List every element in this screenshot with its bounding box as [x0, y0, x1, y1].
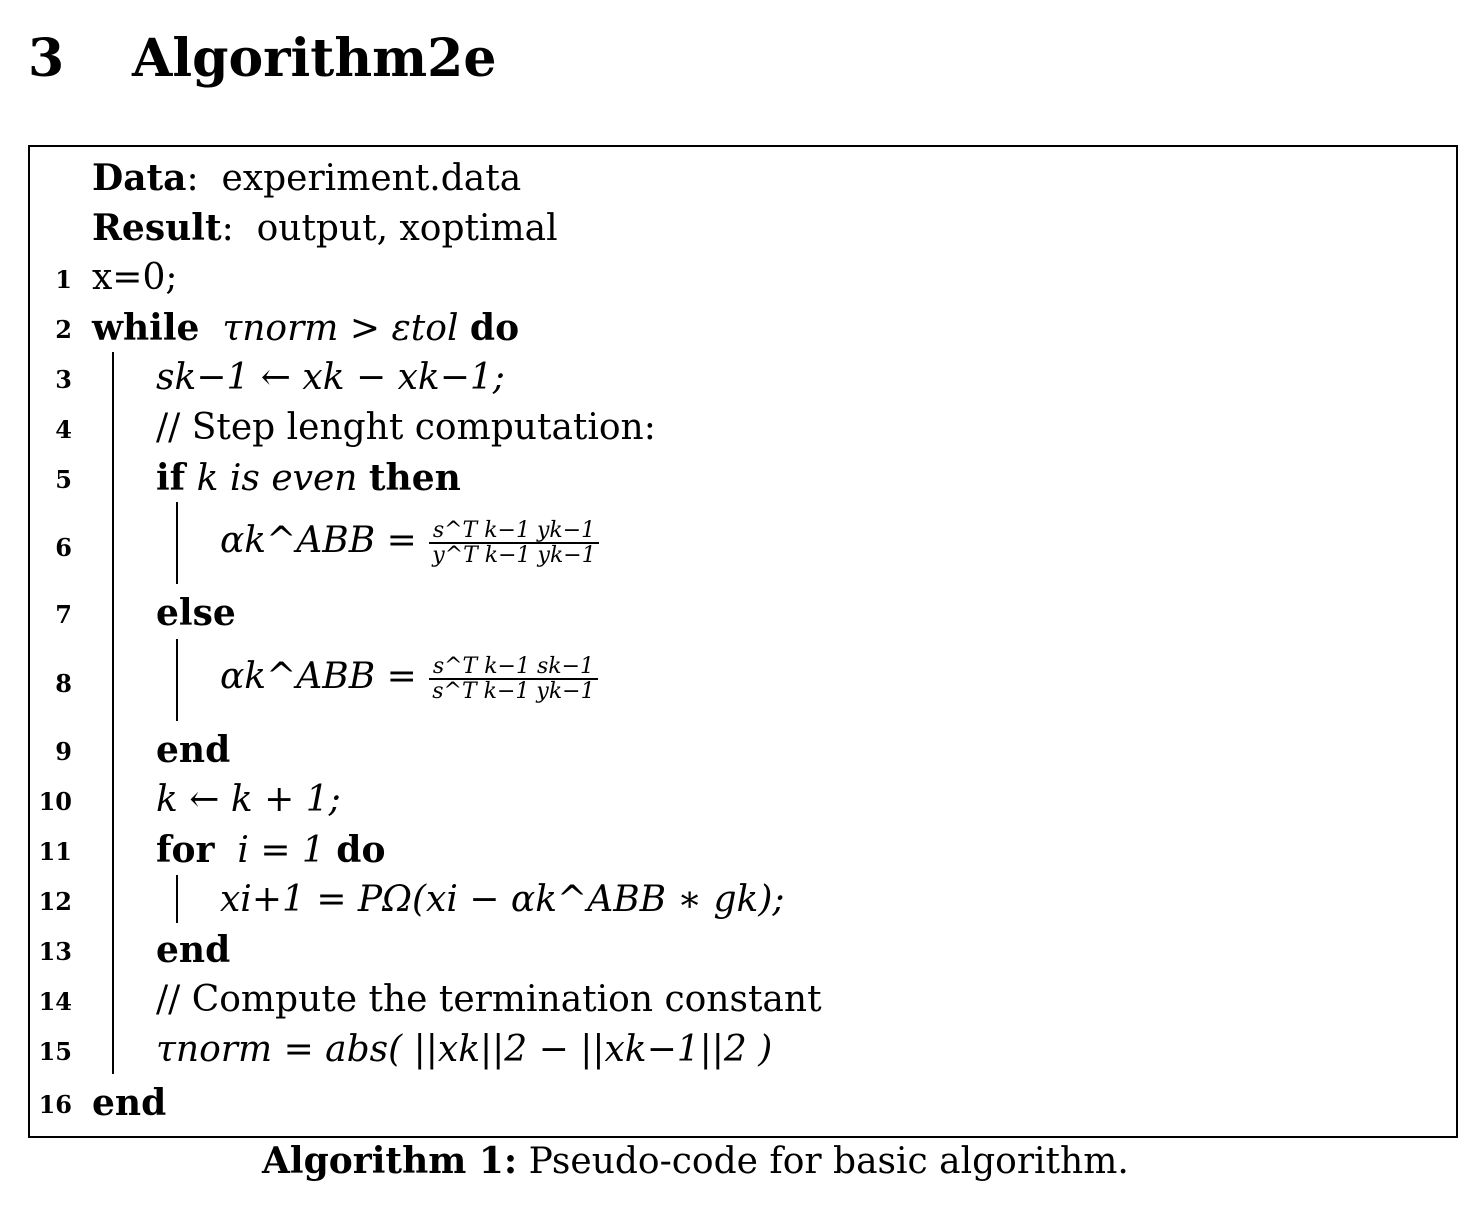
line-expression: τnorm = abs( ||xk||2 − ||xk−1||2 ): [156, 1029, 773, 1070]
algorithm-box: [28, 145, 1458, 1138]
line-expression: sk−1 ← xk − xk−1;: [156, 357, 505, 398]
fraction-numerator: s^T k−1 sk−1: [429, 655, 598, 680]
keyword-end: end: [156, 729, 231, 771]
data-label: Data: [92, 157, 187, 199]
keyword-do: do: [336, 829, 386, 871]
caption-label: Algorithm 1:: [262, 1140, 518, 1182]
keyword-end: end: [92, 1082, 167, 1124]
keyword-if: if: [156, 457, 186, 499]
algorithm-caption: [262, 1140, 1129, 1182]
keyword-then: then: [368, 457, 461, 499]
keyword-else: else: [156, 592, 236, 634]
keyword-do: do: [469, 307, 520, 349]
line-number: 11: [38, 837, 72, 866]
result-label: Result: [92, 207, 222, 249]
section-number: 3: [28, 28, 65, 89]
alpha-lhs: αk^ABB =: [220, 656, 417, 698]
line-number: 1: [55, 265, 72, 294]
line-number: 3: [55, 365, 72, 394]
for-indent-bar: [176, 875, 178, 923]
line-number: 16: [38, 1090, 72, 1119]
else-indent-bar: [176, 639, 178, 721]
data-line: Data: experiment.data: [92, 157, 522, 199]
alpha-lhs: αk^ABB =: [220, 520, 417, 562]
while-indent-bar: [112, 352, 114, 1074]
fraction: [428, 655, 598, 703]
while-condition: τnorm > εtol: [222, 308, 459, 349]
line-number: 10: [38, 787, 72, 816]
caption-text: Pseudo-code for basic algorithm.: [528, 1141, 1129, 1182]
result-value: output, xoptimal: [256, 208, 558, 249]
line-expression: xi+1 = PΩ(xi − αk^ABB ∗ gk);: [220, 879, 785, 920]
line-number: 2: [55, 315, 72, 344]
line-number: 14: [38, 987, 72, 1016]
section-title-text: Algorithm2e: [132, 28, 497, 89]
line-text: x=0;: [92, 257, 178, 298]
keyword-end: end: [156, 929, 231, 971]
line-number: 9: [55, 737, 72, 766]
fraction-denominator: s^T k−1 yk−1: [432, 679, 595, 705]
fraction-denominator: y^T k−1 yk−1: [432, 543, 596, 569]
line-number: 12: [38, 887, 72, 916]
line-number: 15: [38, 1037, 72, 1066]
line-number: 7: [55, 600, 72, 629]
line-number: 8: [55, 669, 72, 698]
keyword-while: while: [92, 307, 200, 349]
fraction-numerator: s^T k−1 yk−1: [429, 519, 599, 544]
keyword-for: for: [156, 829, 215, 871]
data-value: experiment.data: [221, 158, 522, 199]
line-expression: k ← k + 1;: [156, 779, 341, 820]
section-title: [28, 28, 496, 89]
line-number: 4: [55, 415, 72, 444]
line-number: 13: [38, 937, 72, 966]
comment-text: // Compute the termination constant: [156, 979, 822, 1020]
for-condition: i = 1: [237, 830, 325, 871]
then-indent-bar: [176, 502, 178, 584]
comment-text: // Step lenght computation:: [156, 407, 656, 448]
result-line: Result: output, xoptimal: [92, 207, 558, 249]
if-condition: k is even: [196, 458, 358, 499]
line-number: 6: [55, 533, 72, 562]
line-number: 5: [55, 465, 72, 494]
fraction: [428, 519, 599, 567]
